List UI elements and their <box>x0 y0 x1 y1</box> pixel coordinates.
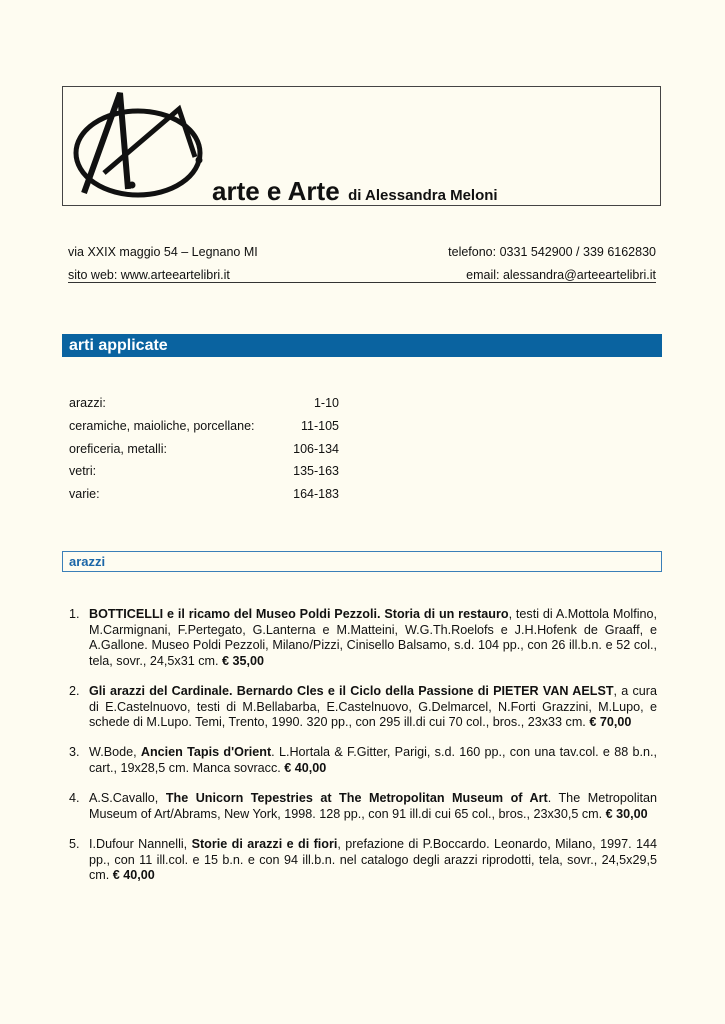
toc-item <box>69 437 339 460</box>
subsection-header: arazzi <box>62 551 662 572</box>
entry-number: 5. <box>69 836 80 851</box>
entry-author: I.Dufour Nannelli, <box>89 836 192 851</box>
entry-number: 2. <box>69 683 80 698</box>
email[interactable]: email: alessandra@arteeartelibri.it <box>466 267 656 282</box>
toc-label: arazzi: <box>69 396 106 411</box>
table-of-contents <box>69 392 339 505</box>
entry-details: . The Metropolitan Museum of Art/Abrams, New York, 1998. 128 pp., con 91 ill.di cui 65 col., bros., 23x30,5 cm. <box>89 791 658 821</box>
list-item <box>69 745 657 776</box>
list-item <box>69 837 657 884</box>
toc-item <box>69 415 339 438</box>
section-header: arti applicate <box>62 334 662 357</box>
entry-text <box>89 837 657 884</box>
entry-text <box>89 791 657 822</box>
logo-icon <box>71 89 211 205</box>
entry-price: € 40,00 <box>284 760 327 775</box>
toc-range: 1-10 <box>313 396 339 411</box>
entry-price: € 40,00 <box>112 868 155 883</box>
entry-author: W.Bode, <box>89 745 141 760</box>
toc-range: 164-183 <box>293 487 339 502</box>
entry-title: Ancien Tapis d'Orient <box>140 745 272 760</box>
entry-list <box>69 607 657 898</box>
entry-price: € 30,00 <box>605 806 648 821</box>
entry-title: BOTTICELLI e il ricamo del Museo Poldi Pezzoli. Storia di un restauro <box>89 607 509 621</box>
list-item <box>69 607 657 669</box>
toc-item <box>69 392 339 415</box>
brand-name: arte e Arte <box>212 176 340 206</box>
entry-text <box>89 684 657 731</box>
entry-title: Gli arazzi del Cardinale. Bernardo Cles e il Ciclo della Passione di PIETER VAN AELST <box>89 683 614 698</box>
entry-number: 4. <box>69 791 80 806</box>
entry-details: , a cura di E.Castelnuovo, testi di M.Bellabarba, E.Castelnuovo, G.Delmarcel, N.Forti Grazzini, M.Lupo, e schede di M.Lupo. Temi, Trento, 1990. 320 pp., con 295 ill.di cui 70 col., bros., 23x33 cm. <box>89 683 657 730</box>
list-item <box>69 684 657 731</box>
entry-number: 1. <box>69 607 80 621</box>
entry-price: € 35,00 <box>222 653 265 668</box>
toc-label: vetri: <box>69 464 97 479</box>
divider <box>68 282 656 283</box>
brand-owner: di Alessandra Meloni <box>348 187 498 204</box>
entry-title: Storie di arazzi e di fiori <box>191 836 338 851</box>
toc-range: 106-134 <box>293 441 339 456</box>
website[interactable]: sito web: www.arteeartelibri.it <box>68 267 230 282</box>
toc-label: oreficeria, metalli: <box>69 441 167 456</box>
contact-block <box>68 240 656 286</box>
header-box <box>62 86 661 206</box>
entry-details: , prefazione di P.Boccardo. Leonardo, Milano, 1997. 144 pp., con 11 ill.col. e 15 b.n. e con 94 ill.b.n. nel catalogo degli arazzi riprodotti, tela, sovr., 24,5x29,5 cm. <box>89 836 657 883</box>
list-item <box>69 791 657 822</box>
entry-details: , testi di A.Mottola Molfino, M.Carmignani, F.Pertegato, G.Lanterna e M.Matteini, W.G.Th.Roelofs e J.H.Hofenk de Graaff, e A.Gallone. Museo Poldi Pezzoli, Milano/Pizzi, Cinisello Balsamo, s.d. 104 pp., con 26 ill.b.n. e 52 col., tela, sovr., 24,5x31 cm. <box>89 607 657 668</box>
phone: telefono: 0331 542900 / 339 6162830 <box>448 244 656 259</box>
toc-label: ceramiche, maioliche, porcellane: <box>69 419 255 434</box>
entry-number: 3. <box>69 745 80 760</box>
toc-range: 11-105 <box>301 419 339 434</box>
brand <box>212 176 498 207</box>
entry-text <box>89 607 657 669</box>
entry-author: A.S.Cavallo, <box>89 791 166 806</box>
toc-item <box>69 483 339 506</box>
entry-details: . L.Hortala & F.Gitter, Parigi, s.d. 160 pp., con una tav.col. e 88 b.n., cart., 19x28,5 cm. Manca sovracc. <box>89 745 657 775</box>
toc-range: 135-163 <box>293 464 339 479</box>
toc-item <box>69 460 339 483</box>
entry-price: € 70,00 <box>589 715 632 730</box>
toc-label: varie: <box>69 487 100 502</box>
address: via XXIX maggio 54 – Legnano MI <box>68 244 258 259</box>
entry-text <box>89 745 657 776</box>
entry-title: The Unicorn Tepestries at The Metropolitan Museum of Art <box>165 791 548 806</box>
